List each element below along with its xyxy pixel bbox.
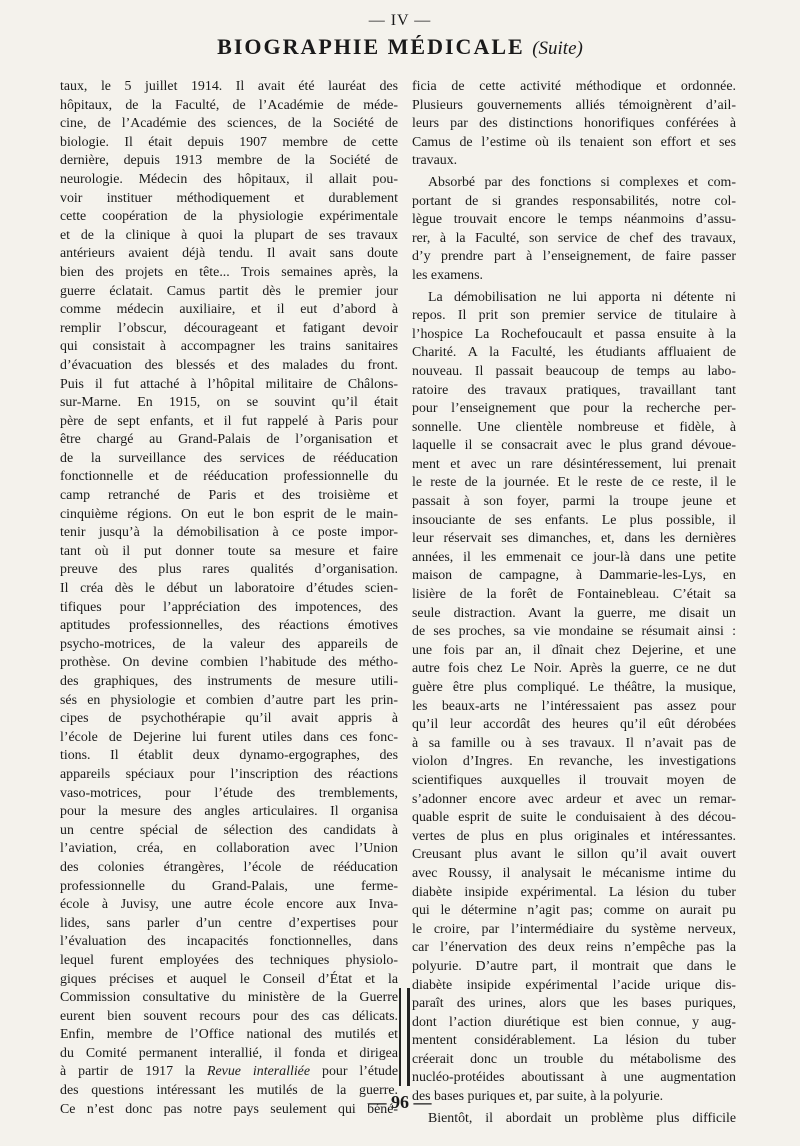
text-line: à partir de 1917 la Revue interalliée pour l’étude (60, 1064, 398, 1080)
text-line: tenir jusqu’à la démobilisation à ce poste impor- (60, 525, 398, 541)
text-line: l’école de Dejerine lui furent utiles dans ces fonc- (60, 729, 398, 745)
text-line: des bases puriques et, par suite, à la polyurie. (412, 1089, 664, 1105)
text-line: remplir l’obscur, décourageant et fatigant devoir (60, 320, 398, 336)
text-line: lisière de la forêt de Fontainebleau. C’était sa (412, 587, 736, 603)
text-line: du Comité permanent interallié, il fonda et dirigea (60, 1045, 398, 1061)
text-line: fonctionnelle et de rééducation professionnelle du (60, 469, 398, 485)
text-line: l’hospice La Rochefoucault et passa ensuite à la (412, 326, 736, 342)
text-line: cipes de psychothérapie qu’il avait appris à (60, 711, 398, 727)
text-line: des colonies étrangères, l’école de rééducation (60, 859, 398, 875)
text-line: camp retranché de Paris et des troisième et (60, 488, 398, 504)
text-line: seule distraction. Avant la guerre, me disait un (412, 605, 736, 621)
text-line: cinquième régions. On eut le bon esprit de le main- (60, 506, 398, 522)
text-line: une fois par an, il dînait chez Dejerine, et une (412, 642, 736, 658)
text-line: giques précises et auquel le Conseil d’État et la (60, 971, 398, 987)
text-line: tions. Il établit deux dynamo-ergographes, des (60, 748, 398, 764)
text-line: lequel furent employées des techniques physiolo- (60, 952, 398, 968)
text-line: appareils spéciaux pour l’inscription des réactions (60, 766, 398, 782)
text-line: pour la mesure des angles articulaires. Il organisa (60, 804, 398, 820)
text-line: psycho-motrices, de la valeur des appareils de (60, 636, 398, 652)
right-paragraph (412, 174, 736, 286)
text-line: Ce n’est donc pas notre pays seulement qui béné- (60, 1101, 398, 1117)
text-line: paraît des urines, alors que les bases puriques, (412, 996, 736, 1012)
text-line: années, il les emmenait ce jour-là dans une petite (412, 549, 736, 565)
text-line: La démobilisation ne lui apporta ni détente ni (428, 289, 736, 305)
page-number: — 96 — (368, 1092, 432, 1112)
text-line: car l’énervation des deux reins n’empêche pas la (412, 940, 736, 956)
text-line: d’y prendre part à l’enseignement, de faire passer (412, 249, 736, 265)
text-line: père de sept enfants, et il fut rappelé à Paris pour (60, 413, 398, 429)
text-line: des graphiques, des instruments de mesure utili- (60, 674, 398, 689)
right-column (412, 78, 736, 1128)
text-line: polyurie. D’autre part, il montrait que dans le (412, 958, 736, 974)
text-line: passait à son foyer, parmi la troupe jeune et (412, 494, 736, 510)
text-line: rer, à la Faculté, son service de chef des travaux, (412, 230, 736, 246)
text-line: de la surveillance des services de rééducation (60, 450, 398, 466)
text-line: sés en physiologie et combien d’autre part les prin- (60, 692, 398, 708)
text-line: voir instituer méthodiquement et durablement (60, 190, 398, 206)
text-line: antérieurs avaient déjà tendu. Il avait sans doute (60, 246, 398, 262)
text-line: insouciante de ses enfants. Le plus possible, il (412, 512, 736, 528)
page-title (0, 34, 800, 60)
text-line: mentent considérablement. La lésion du tuber (412, 1033, 736, 1049)
text-line: portant de si grandes responsabilités, notre col- (412, 193, 736, 209)
text-line: à sa famille ou à ses travaux. Il n’avait pas de (412, 735, 736, 751)
text-line: diabète insipide expérimental. La lésion du tuber (412, 884, 736, 900)
text-line: être chargé au Grand-Palais de l’organisation et (60, 432, 398, 448)
text-line: l’évaluation des incapacités fonctionnelles, dans (60, 934, 398, 950)
text-line: dont l’action diurétique est bien connue, y aug- (412, 1014, 736, 1030)
text-line: hôpitaux, de la Faculté, de l’Académie de méde- (60, 97, 398, 113)
text-line: et de la clinique à quoi la plupart de ses travaux (60, 227, 398, 243)
text-line: des questions intéressant les mutilés de la guerre. (60, 1083, 398, 1099)
text-line: biologie. Il était depuis 1907 membre de cette (60, 134, 398, 150)
text-line: travaux. (412, 153, 458, 169)
text-line: le reste de la journée. Et le reste de ce reste, il le (412, 475, 736, 491)
text-line: taux, le 5 juillet 1914. Il avait été lauréat des (60, 79, 398, 94)
text-line: leurs par des distinctions honorifiques conférées à (412, 116, 736, 132)
text-line: eurent bien souvent recours pour des cas délicats. (60, 1008, 398, 1024)
text-line: Camus de l’estime où ils tenaient son effort et ses (412, 134, 736, 150)
text-line: Plusieurs gouvernements alliés témoignèrent d’ail- (412, 97, 736, 113)
text-line: diabète insipide expérimental l’acide urique dis- (412, 977, 736, 993)
text-line: qu’il leur accordât des heures qu’il eût dérobées (412, 717, 736, 733)
text-line: vertes de plus en plus originales et intéressantes. (412, 828, 736, 844)
text-line: les beaux-arts ne l’intéressaient pas assez pour (412, 698, 736, 714)
text-line: tant où il put donner toute sa mesure et faire (60, 543, 398, 559)
text-line: violon d’Ingres. En revanche, les investigations (412, 754, 736, 770)
text-line: qui consistait à accompagner les trains sanitaires (60, 339, 398, 355)
left-paragraph (60, 78, 398, 1119)
text-line: créerait donc un trouble du métabolisme des (412, 1051, 736, 1067)
text-line: quable esprit de suite le conduisaient à des décou- (412, 810, 736, 826)
text-line: cette coopération de la physiologie expérimentale (60, 209, 398, 225)
text-line: prothèse. On devine combien l’habitude des métho- (60, 655, 398, 671)
left-column (60, 78, 398, 1119)
text-line: école à Juvisy, une autre école encore aux Inva- (60, 897, 398, 913)
margin-bar (399, 988, 410, 1086)
text-line: Absorbé par des fonctions si complexes et com- (428, 174, 736, 190)
text-line: vaso-motrices, pour l’étude des tremblements, (60, 785, 398, 801)
right-paragraph (412, 289, 736, 1107)
right-paragraph (412, 78, 736, 171)
text-line: Enfin, membre de l’Office national des mutilés et (60, 1027, 398, 1043)
text-line: bien des projets en tête... Trois semaines après, la (60, 264, 398, 280)
journal-title: Revue interalliée (207, 1064, 311, 1080)
text-line: d’évacuation des blessés et des malades du front. (60, 357, 398, 373)
text-line: sur-Marne. En 1915, on se souvint qu’il était (60, 395, 398, 411)
text-line: lègue trouvait encore le temps néanmoins d’assu- (412, 212, 736, 228)
text-line: cine, de l’Académie des sciences, de la Société de (60, 116, 398, 132)
text-line: autre fois chez Le Noir. Après la guerre, ce ne dut (412, 661, 736, 677)
title-suite: (Suite) (532, 38, 583, 59)
text-line: leur réservait ses dimanches, et, dans les dernières (412, 531, 736, 547)
text-line: Bientôt, il abordait un problème plus difficile (428, 1110, 736, 1126)
text-line: l’aviation, créa, en collaboration avec l’Union (60, 841, 398, 857)
text-line: sonnelle. Une clientèle nombreuse et fidèle, à (412, 419, 736, 435)
text-line: de ses proches, sa vie mondaine se résumait ainsi : (412, 624, 736, 640)
text-line: nucléo-protéides aboutissant à une augmentation (412, 1070, 736, 1086)
text-line: laquelle il se consacrait avec le plus grand dévoue- (412, 438, 736, 454)
text-line: comme médecin auxiliaire, et il eut d’abord à (60, 302, 398, 318)
text-line: lides, sans parler d’un centre d’expertises pour (60, 915, 398, 931)
text-line: ment et avec un rare désintéressement, lui prenait (412, 456, 736, 472)
text-line: s’adonner encore avec ardeur et avec un remar- (412, 791, 736, 807)
text-line: Puis il fut attaché à l’hôpital militaire de Châlons- (60, 376, 398, 392)
text-line: Commission consultative du ministère de la Guerre (60, 990, 398, 1006)
text-line: avec Roussy, il analysait le mécanisme intime du (412, 865, 736, 881)
text-line: pour l’enseignement que pour la recherche per- (412, 401, 736, 417)
text-line: guère être plus compliqué. Le théâtre, la musique, (412, 680, 736, 695)
title-text: BIOGRAPHIE MÉDICALE (217, 34, 525, 59)
text-line: Creusant plus avant le sillon qu’il avait ouvert (412, 847, 736, 863)
text-line: le croire, par l’intermédiaire du système nerveux, (412, 921, 736, 937)
text-line: professionnelle du Grand-Palais, une ferme- (60, 878, 398, 894)
text-line: un centre spécial de sélection des candidats à (60, 822, 398, 838)
text-line: tifiques pour l’appréciation des impotences, des (60, 599, 398, 615)
text-line: neurologie. Médecin des hôpitaux, il allait pou- (60, 171, 398, 187)
text-line: Charité. A la Faculté, les étudiants affluaient de (412, 345, 736, 361)
text-line: nouveau. Il passait beaucoup de temps au labo- (412, 363, 736, 379)
text-line: ratoire des travaux pratiques, travaillant tant (412, 382, 736, 398)
text-line: dernière, depuis 1913 membre de la Société de (60, 153, 398, 169)
text-line: aptitudes professionnelles, des réactions émotives (60, 618, 398, 634)
text-line: repos. Il prit son premier service de titulaire à (412, 308, 736, 324)
text-line: preuve des plus rares qualités d’organisation. (60, 562, 398, 578)
text-line: les examens. (412, 267, 483, 283)
text-line: scientifiques auxquelles il trouvait moyen de (412, 772, 736, 788)
text-line: Il créa dès le début un laboratoire d’études scien- (60, 581, 398, 597)
text-line: ficia de cette activité méthodique et ordonnée. (412, 79, 736, 94)
text-line: qui le détermine n’agit pas; comme on aurait pu (412, 903, 736, 919)
page-roman-numeral: — IV — (368, 12, 432, 29)
text-line: guerre éclatait. Camus partit dès le premier jour (60, 283, 398, 299)
text-line: maison de campagne, à Dammarie-les-Lys, en (412, 568, 736, 584)
